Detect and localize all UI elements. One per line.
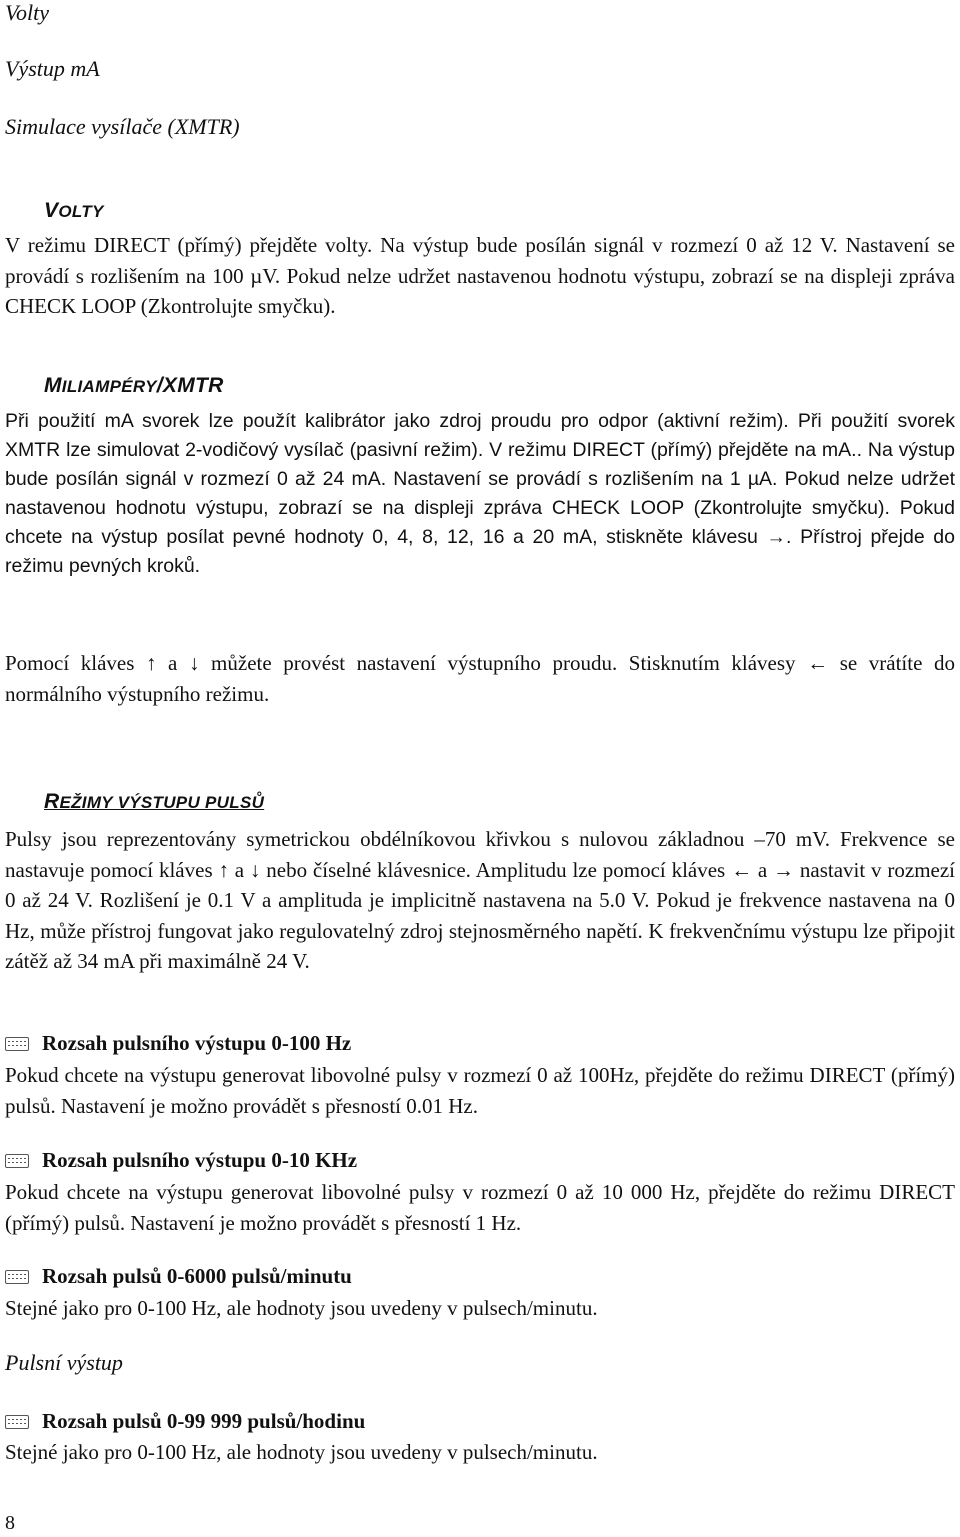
heading-mili-initial: M <box>44 374 62 397</box>
rezimy-paragraph: Pulsy jsou reprezentovány symetrickou obdélníkovou křivkou s nulovou základnou –70 mV. Frekvence se nastavuje pomocí kláves ↑ a ↓ nebo číselné klávesnice. Amplitudu lze pomocí kláves ← a → nastavit v rozmezí 0 až 24 V. Rozlišení je 0.1 V a amplituda je implicitně nastavena na 5.0 V. Pokud je frekvence nastavena na 0 Hz, může přístroj fungovat jako regulovatelný zdroj stejnosměrného napětí. K frekvenčnímu výstupu lze připojit zátěž až 34 mA při maximálně 24 V. <box>5 827 955 973</box>
miliampery-paragraph-1: Při použití mA svorek lze použít kalibrátor jako zdroj proudu pro odpor (aktivní režim). Při použití svorek XMTR lze simulovat 2-vodičový vysílač (pasivní režim). V režimu DIRECT (přímý) přejděte na mA.. Na výstup bude posílán signál v rozmezí 0 až 24 mA. Nastavení se provádí s rozlišením na 1 µA. Pokud nelze udržet nastavenou hodnotu výstupu, zobrazí se na displeji zpráva CHECK LOOP (Zkontrolujte smyčku). Pokud chcete na výstup posílat pevné hodnoty 0, 4, 8, 12, 16 a 20 mA, stiskněte klávesu →. Přístroj přejde do režimu pevných kroků. <box>5 410 955 577</box>
toc-item-vystup-ma: Výstup mA <box>5 56 100 81</box>
heading-volty-initial: V <box>44 199 59 222</box>
miliampery-paragraph-2: Pomocí kláves ↑ a ↓ můžete provést nastavení výstupního proudu. Stisknutím klávesy ← se vrátíte do normálního výstupního režimu. <box>5 651 955 706</box>
heading-rezimy-rest: EŽIMY VÝSTUPU PULSŮ <box>59 793 265 812</box>
range-10khz-text: Pokud chcete na výstupu generovat libovolné pulsy v rozmezí 0 až 10 000 Hz, přejděte do režimu DIRECT (přímý) pulsů. Nastavení je možno provádět s přesností 1 Hz. <box>5 1180 955 1235</box>
toc-item-volty: Volty <box>5 0 49 25</box>
range-10khz-title: Rozsah pulsního výstupu 0-10 KHz <box>42 1148 358 1172</box>
keyboard-icon <box>5 1270 29 1284</box>
heading-miliampery <box>44 374 224 398</box>
range-6000-title: Rozsah pulsů 0-6000 pulsů/minutu <box>42 1264 352 1288</box>
keyboard-icon <box>5 1415 29 1429</box>
range-6000-heading <box>5 1264 352 1289</box>
range-99999-heading <box>5 1409 365 1434</box>
range-10khz-heading <box>5 1148 357 1173</box>
range-99999-title: Rozsah pulsů 0-99 999 pulsů/hodinu <box>42 1409 366 1433</box>
page-number: 8 <box>5 1512 15 1534</box>
range-100hz-text: Pokud chcete na výstupu generovat libovolné pulsy v rozmezí 0 až 100Hz, přejděte do režimu DIRECT (přímý) pulsů. Nastavení je možno provádět s přesností 0.01 Hz. <box>5 1063 955 1118</box>
keyboard-icon <box>5 1154 29 1168</box>
heading-rezimy-initial: R <box>44 790 60 813</box>
heading-mili-rest: MTR <box>177 374 224 397</box>
heading-rezimy <box>44 790 264 814</box>
keyboard-icon <box>5 1037 29 1051</box>
heading-volty <box>44 199 104 223</box>
range-100hz-heading <box>5 1031 351 1056</box>
heading-mili-slash: / <box>156 374 163 397</box>
volty-paragraph: V režimu DIRECT (přímý) přejděte volty. Na výstup bude posílán signál v rozmezí 0 až 12 V. Nastavení se provádí s rozlišením na 100 µV. Pokud nelze udržet nastavenou hodnotu výstupu, zobrazí se na displeji zpráva CHECK LOOP (Zkontrolujte smyčku). <box>5 233 955 318</box>
heading-volty-rest: OLTY <box>58 202 104 221</box>
range-6000-text: Stejné jako pro 0-100 Hz, ale hodnoty jsou uvedeny v pulsech/minutu. <box>5 1296 598 1320</box>
toc-item-simulace: Simulace vysílače (XMTR) <box>5 114 240 139</box>
range-99999-text: Stejné jako pro 0-100 Hz, ale hodnoty jsou uvedeny v pulsech/minutu. <box>5 1440 598 1464</box>
heading-mili-x: X <box>162 374 178 397</box>
pulsni-vystup-label: Pulsní výstup <box>5 1350 123 1375</box>
heading-mili-mid: ILIAMPÉRY <box>61 377 157 396</box>
range-100hz-title: Rozsah pulsního výstupu 0-100 Hz <box>42 1031 352 1055</box>
